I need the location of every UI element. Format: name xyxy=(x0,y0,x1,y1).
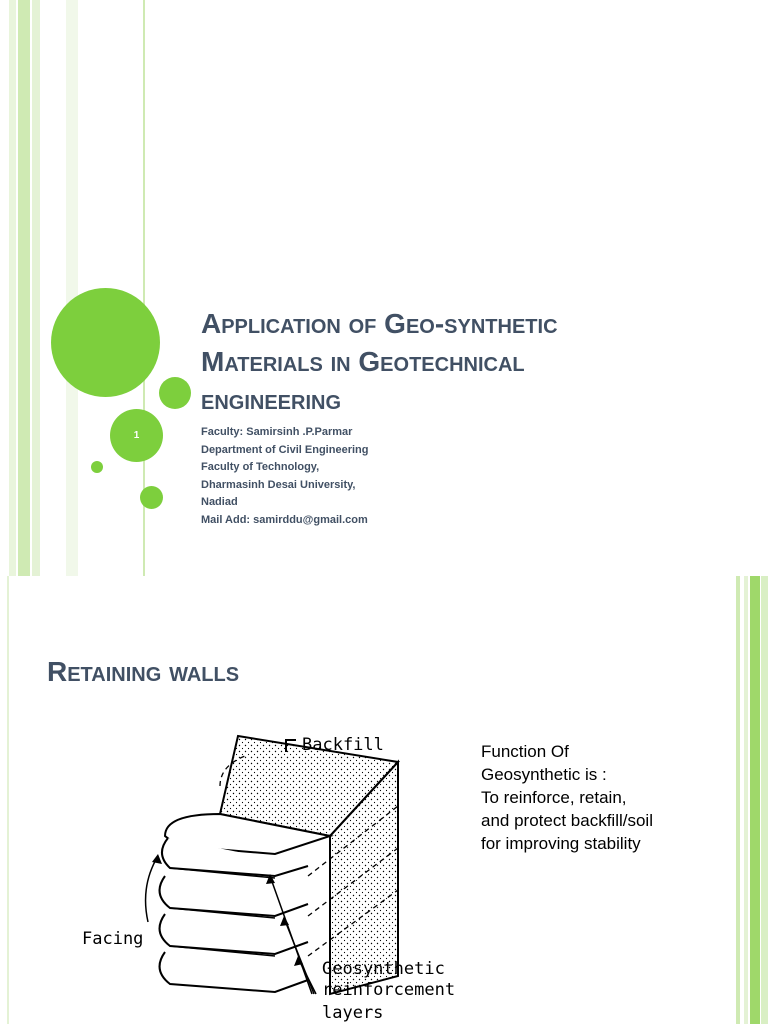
facing-arrow xyxy=(146,856,158,922)
decor-stripe xyxy=(736,576,740,1024)
arrowhead xyxy=(152,854,162,864)
decor-stripe xyxy=(7,576,9,1024)
decor-circle xyxy=(159,377,191,409)
decor-circle-large xyxy=(51,288,160,397)
decor-stripe xyxy=(761,576,768,1024)
faculty: Faculty of Technology, xyxy=(201,461,320,474)
function-description xyxy=(481,740,721,855)
title-line: Materials in Geotechnical xyxy=(201,346,525,377)
slide-number: 1 xyxy=(133,430,140,441)
decor-circle xyxy=(140,486,163,509)
retaining-wall-diagram xyxy=(70,726,470,1024)
city: Nadiad xyxy=(201,496,238,509)
slide-title: Retaining walls xyxy=(47,656,240,687)
function-line: To reinforce, retain, xyxy=(481,788,627,807)
geosynthetic-label-line3: layers xyxy=(322,1003,384,1023)
title-line: Application of Geo-synthetic xyxy=(201,308,558,339)
arrowhead xyxy=(280,916,289,926)
decor-stripe xyxy=(744,576,748,1024)
facing-wrap xyxy=(160,876,308,916)
function-line: and protect backfill/soil xyxy=(481,811,653,830)
title-line: engineering xyxy=(201,384,342,415)
decor-stripe xyxy=(32,0,40,576)
decor-stripe xyxy=(750,576,760,1024)
function-line: Function Of xyxy=(481,742,569,761)
backfill-label: Backfill xyxy=(302,735,384,755)
faculty-name: Faculty: Samirsinh .P.Parmar xyxy=(201,426,353,438)
university: Dharmasinh Desai University, xyxy=(201,478,356,491)
email: Mail Add: samirddu@gmail.com xyxy=(201,513,368,526)
function-line: for improving stability xyxy=(481,834,641,853)
slide-number-badge xyxy=(110,409,163,462)
slide-title xyxy=(201,305,741,419)
decor-stripe xyxy=(18,0,30,576)
retaining-walls-slide xyxy=(0,576,768,1024)
decor-circle-small xyxy=(91,461,103,473)
geosynthetic-label-line2: reinforcement xyxy=(322,980,456,1000)
facing-label: Facing xyxy=(82,929,144,949)
facing-wrap xyxy=(160,952,308,992)
author-info xyxy=(201,424,368,530)
function-line: Geosynthetic is : xyxy=(481,765,607,784)
geosynthetic-label-line1: Geosynthetic xyxy=(322,959,445,979)
department: Department of Civil Engineering xyxy=(201,443,369,456)
decor-stripe xyxy=(66,0,78,576)
decor-stripe xyxy=(9,0,16,576)
